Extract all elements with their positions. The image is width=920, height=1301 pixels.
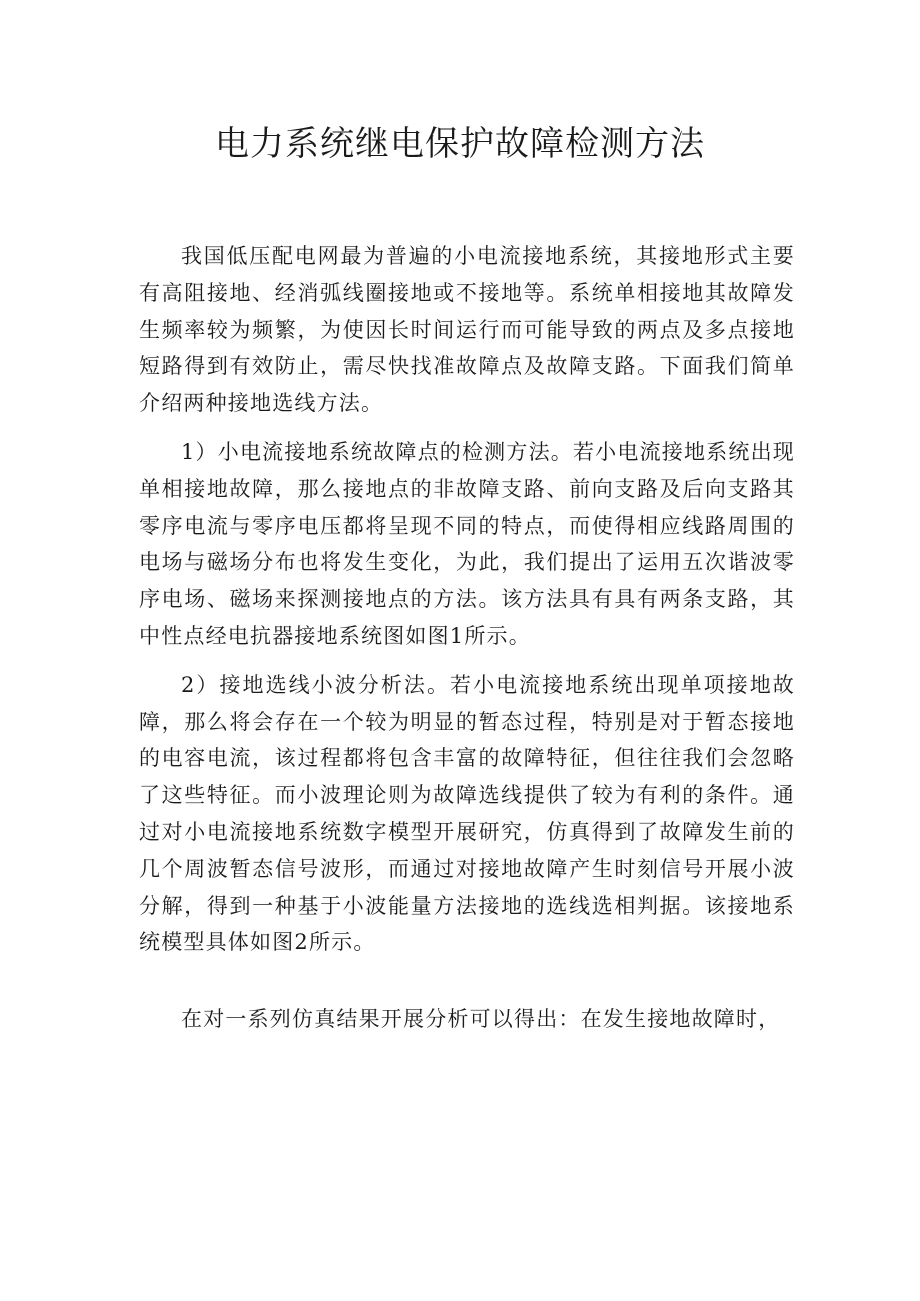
document-title: 电力系统继电保护故障检测方法 (215, 124, 705, 164)
paragraph-method-1: 1）小电流接地系统故障点的检测方法。若小电流接地系统出现单相接地故障，那么接地点的非故障支路、前向支路及后向支路其零序电流与零序电压都将呈现不同的特点，而使得相应线路周围的电场与磁场分布也将发生变化，为此，我们提出了运用五次谐波零序电场、磁场来探测接地点的方法。该方法具有具有两条支路，其中性点经电抗器接地系统图如图1所示。 (139, 439, 795, 648)
document-body (139, 238, 795, 1038)
paragraph-analysis: 在对一系列仿真结果开展分析可以得出：在发生接地故障时， (181, 1007, 781, 1032)
paragraph-method-2: 2）接地选线小波分析法。若小电流接地系统出现单项接地故障，那么将会存在一个较为明显的暂态过程，特别是对于暂态接地的电容电流，该过程都将包含丰富的故障特征，但往往我们会忽略了这些特征。而小波理论则为故障选线提供了较为有利的条件。通过对小电流接地系统数字模型开展研究，仿真得到了故障发生前的几个周波暂态信号波形，而通过对接地故障产生时刻信号开展小波分解，得到一种基于小波能量方法接地的选线选相判据。该接地系统模型具体如图2所示。 (139, 672, 795, 955)
paragraph-intro: 我国低压配电网最为普遍的小电流接地系统，其接地形式主要有高阻接地、经消弧线圈接地或不接地等。系统单相接地其故障发生频率较为频繁，为使因长时间运行而可能导致的两点及多点接地短路得到有效防止，需尽快找准故障点及故障支路。下面我们简单介绍两种接地选线方法。 (139, 244, 795, 416)
